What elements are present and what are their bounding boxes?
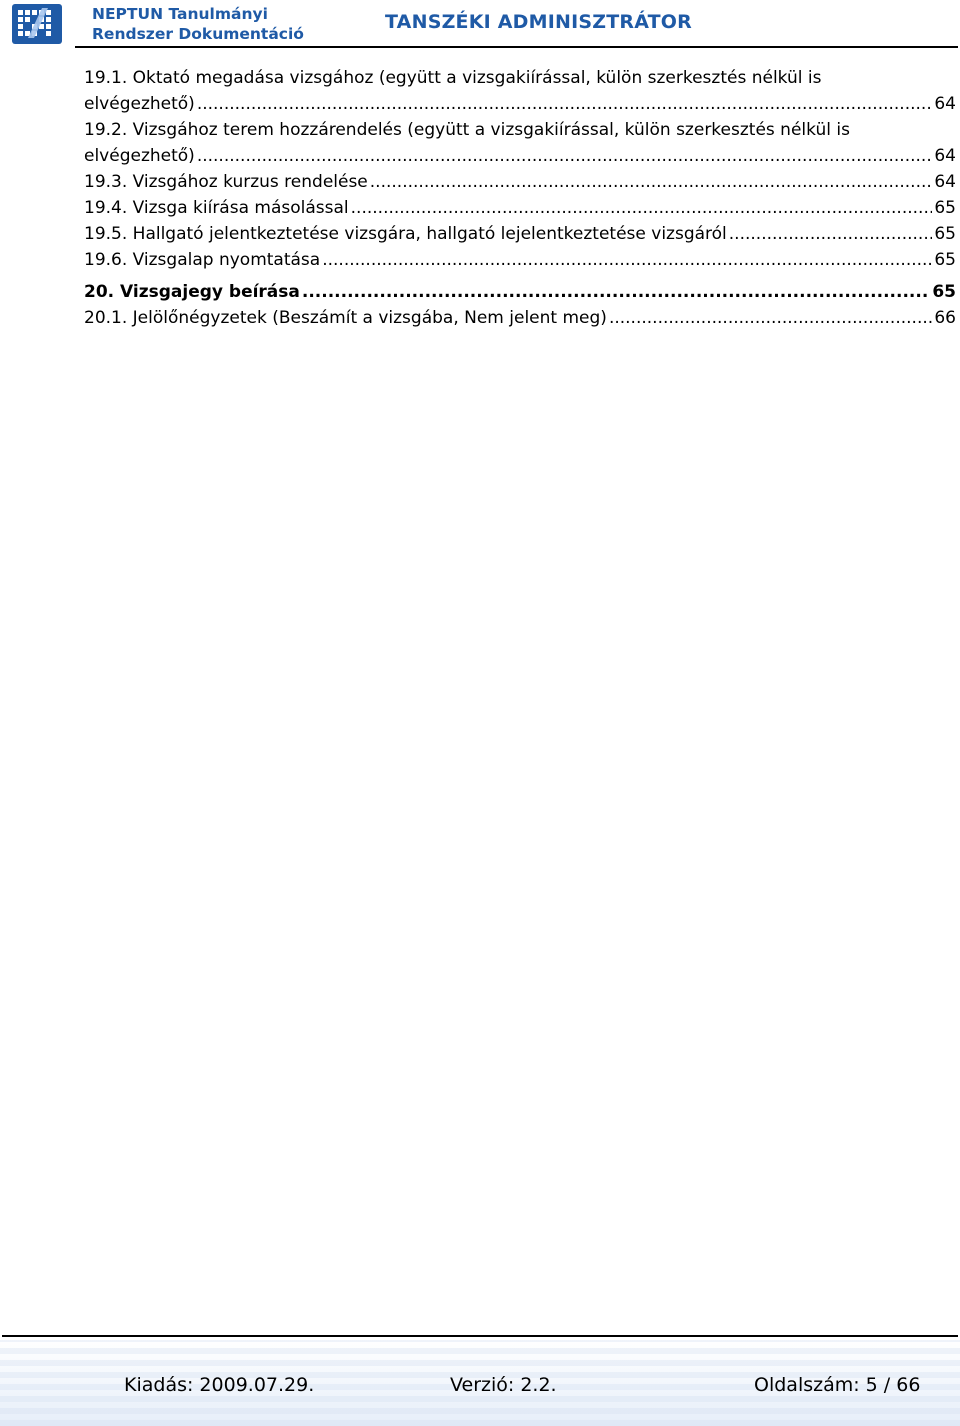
toc-entry-20[interactable] <box>84 282 956 308</box>
toc-entry-19-2-line1[interactable] <box>84 120 956 146</box>
toc-entry-19-1-line2[interactable] <box>84 94 956 120</box>
toc-entry-text: 20. Vizsgajegy beírása <box>84 282 300 302</box>
page-footer <box>0 1340 960 1426</box>
toc-leader <box>322 250 932 270</box>
toc-entry-text: 19.1. Oktató megadása vizsgához (együtt a vizsgakiírással, külön szerkesztés nélkül is <box>84 68 822 88</box>
toc-entry-text: elvégezhető) <box>84 146 195 166</box>
toc-entry-19-3[interactable] <box>84 172 956 198</box>
toc-page-number: 65 <box>932 282 956 302</box>
toc-page-number: 66 <box>934 308 956 328</box>
brand-line-1: NEPTUN Tanulmányi <box>92 5 268 23</box>
table-of-contents <box>84 68 956 334</box>
toc-entry-text: 19.6. Vizsgalap nyomtatása <box>84 250 321 270</box>
footer-version: Verzió: 2.2. <box>450 1374 557 1396</box>
toc-entry-text: elvégezhető) <box>84 94 195 114</box>
toc-leader <box>197 94 933 114</box>
footer-page-number: Oldalszám: 5 / 66 <box>754 1374 921 1396</box>
toc-leader <box>609 308 932 328</box>
toc-leader <box>351 198 933 218</box>
toc-entry-19-6[interactable] <box>84 250 956 276</box>
toc-page-number: 64 <box>934 172 956 192</box>
toc-page-number: 65 <box>934 198 956 218</box>
neptun-logo-icon <box>12 4 62 44</box>
toc-page-number: 64 <box>934 94 956 114</box>
toc-page-number: 64 <box>934 146 956 166</box>
toc-entry-text: 19.3. Vizsgához kurzus rendelése <box>84 172 368 192</box>
header-divider <box>75 46 958 48</box>
toc-entry-19-2-line2[interactable] <box>84 146 956 172</box>
brand-line-2: Rendszer Dokumentáció <box>92 25 304 43</box>
toc-page-number: 65 <box>934 250 956 270</box>
toc-entry-text: 19.5. Hallgató jelentkeztetése vizsgára, hallgató lejelentkeztetése vizsgáról <box>84 224 727 244</box>
toc-page-number: 65 <box>934 224 956 244</box>
toc-leader <box>197 146 933 166</box>
toc-entry-20-1[interactable] <box>84 308 956 334</box>
toc-entry-text: 20.1. Jelölőnégyzetek (Beszámít a vizsgába, Nem jelent meg) <box>84 308 607 328</box>
toc-leader <box>370 172 933 192</box>
toc-entry-text: 19.2. Vizsgához terem hozzárendelés (együtt a vizsgakiírással, külön szerkesztés nélkül is <box>84 120 850 140</box>
page-header <box>0 0 960 50</box>
toc-leader <box>302 282 930 302</box>
toc-entry-19-1-line1[interactable] <box>84 68 956 94</box>
header-title: TANSZÉKI ADMINISZTRÁTOR <box>385 11 692 33</box>
footer-release-date: Kiadás: 2009.07.29. <box>124 1374 315 1396</box>
toc-entry-19-5[interactable] <box>84 224 956 250</box>
toc-leader <box>729 224 933 244</box>
footer-divider <box>2 1335 958 1337</box>
brand-title <box>92 4 304 44</box>
toc-entry-text: 19.4. Vizsga kiírása másolással <box>84 198 349 218</box>
toc-entry-19-4[interactable] <box>84 198 956 224</box>
